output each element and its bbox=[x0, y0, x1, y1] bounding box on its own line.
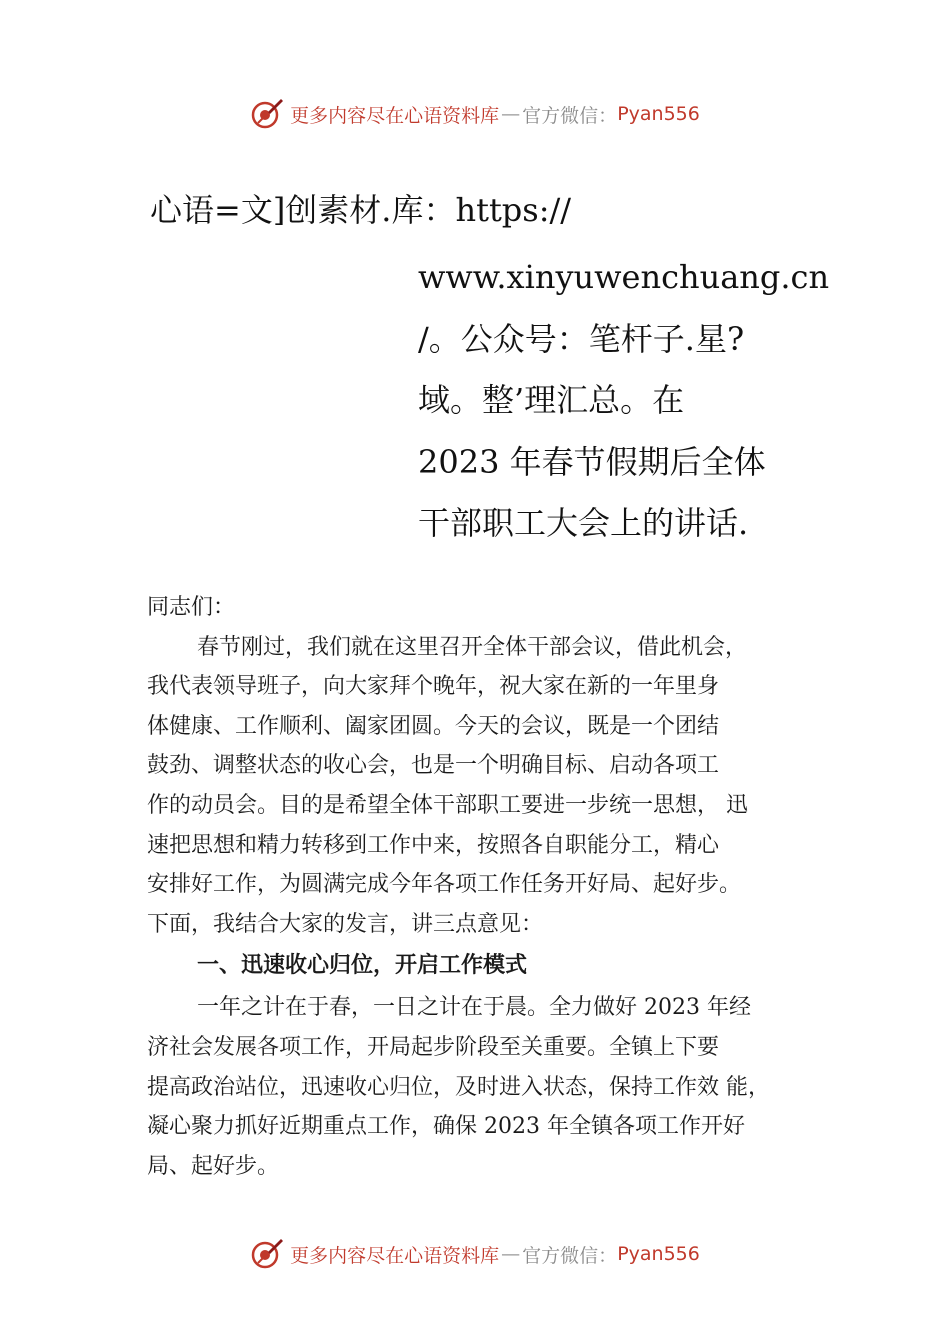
watermark-contact-id: Pyan556 bbox=[617, 103, 700, 125]
section-heading-1: 一、迅速收心归位，开启工作模式 bbox=[197, 953, 528, 979]
paragraph-1-line: 春节刚过，我们就在这里召开全体干部会议，借此机会， bbox=[197, 634, 748, 660]
document-title-line-2: www.xinyuwenchuang.cn bbox=[418, 258, 830, 296]
paragraph-2-line: 一年之计在于春，一日之计在于晨。全力做好 2023 年经 bbox=[197, 995, 751, 1021]
document-title-line-6: 干部职工大会上的讲话. bbox=[418, 504, 749, 542]
paragraph-2-line: 济社会发展各项工作，开局起步阶段至关重要。全镇上下要 bbox=[147, 1034, 720, 1060]
quill-logo-icon bbox=[250, 1237, 284, 1271]
paragraph-1-line: 体健康、工作顺利、阖家团圆。今天的会议，既是一个团结 bbox=[147, 713, 720, 739]
watermark-brand: 更多内容尽在心语资料库 bbox=[290, 1244, 500, 1267]
watermark-contact-id: Pyan556 bbox=[617, 1243, 700, 1265]
document-title bbox=[418, 247, 830, 555]
watermark-contact-label: 官方微信： bbox=[522, 1244, 618, 1267]
paragraph-1-line: 我代表领导班子，向大家拜个晚年，祝大家在新的一年里身 bbox=[147, 674, 720, 700]
paragraph-1-line: 下面，我结合大家的发言，讲三点意见： bbox=[147, 911, 544, 937]
watermark-brand: 更多内容尽在心语资料库 bbox=[290, 104, 500, 127]
watermark-contact-label: 官方微信： bbox=[522, 104, 618, 127]
paragraph-2-line: 提高政治站位，迅速收心归位，及时进入状态，保持工作效 能， bbox=[147, 1074, 770, 1100]
document-title-line-5: 2023 年春节假期后全体 bbox=[418, 442, 766, 481]
document-title-line-1: 心语=文]创素材.库：https:// bbox=[150, 191, 572, 229]
salutation: 同志们： bbox=[147, 595, 236, 620]
paragraph-1-line: 安排好工作，为圆满完成今年各项工作任务开好局、起好步。 bbox=[147, 872, 742, 898]
watermark-dash: — bbox=[501, 103, 521, 125]
footer-watermark bbox=[0, 1234, 950, 1274]
watermark-dash: — bbox=[501, 1243, 521, 1265]
quill-logo-icon bbox=[250, 97, 284, 131]
document-title-line-3: /。公众号：笔杆子.星? bbox=[418, 319, 745, 358]
document-body bbox=[147, 588, 827, 1186]
header-watermark bbox=[0, 94, 950, 134]
paragraph-2-line: 局、起好步。 bbox=[147, 1153, 280, 1179]
paragraph-1-line: 作的动员会。目的是希望全体干部职工要进一步统一思想， 迅 bbox=[147, 792, 748, 818]
paragraph-1-line: 速把思想和精力转移到工作中来，按照各自职能分工，精心 bbox=[147, 832, 720, 858]
document-title-line-4: 域。整’理汇总。在 bbox=[418, 381, 685, 419]
paragraph-2-line: 凝心聚力抓好近期重点工作，确保 2023 年全镇各项工作开好 bbox=[147, 1114, 745, 1140]
paragraph-1-line: 鼓劲、调整状态的收心会，也是一个明确目标、启动各项工 bbox=[147, 753, 720, 779]
